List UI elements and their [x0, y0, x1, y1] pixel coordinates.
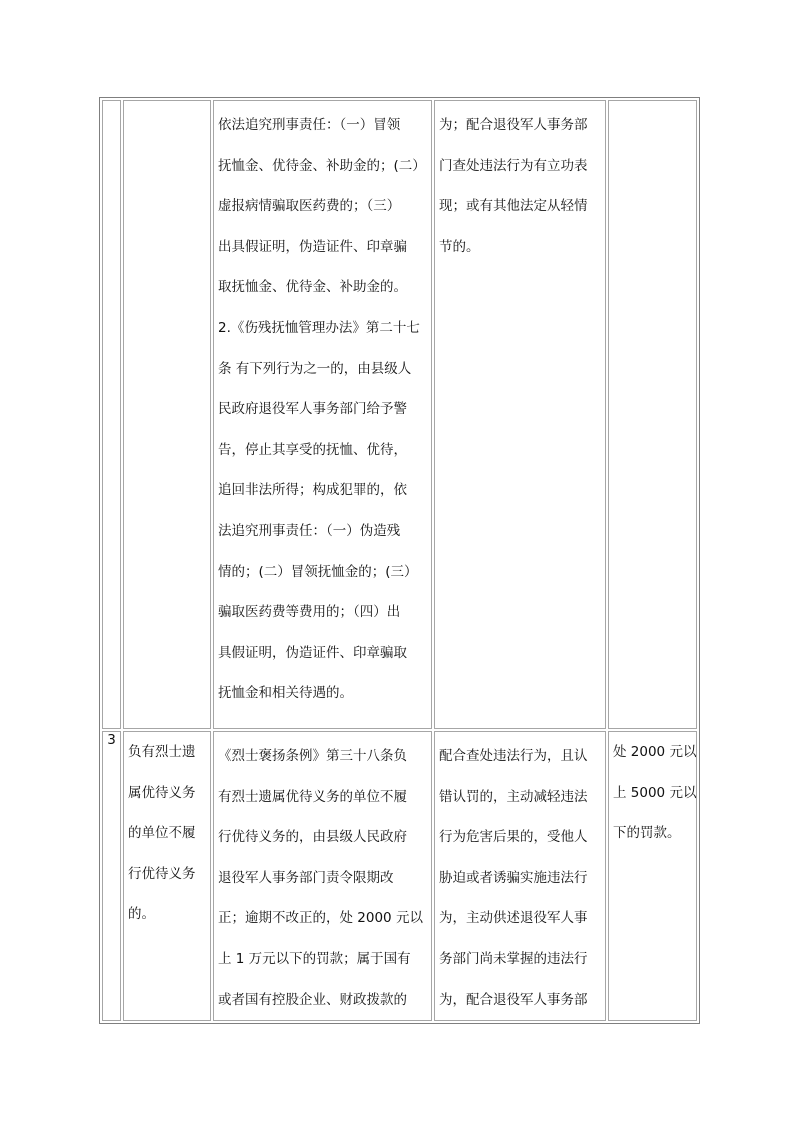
text-line: 抚恤金、优待金、补助金的；(二） — [218, 157, 426, 174]
text-line: 为，主动供述退役军人事 — [439, 910, 588, 927]
penalty-table — [99, 97, 700, 1024]
text-line: 出具假证明，伪造证件、印章骗 — [218, 238, 407, 255]
legal-basis-cell — [213, 731, 432, 1021]
text-line: 有烈士遗属优待义务的单位不履 — [218, 788, 407, 805]
text-line: 2.《伤残抚恤管理办法》第二十七 — [218, 319, 420, 336]
text-line: 《烈士褒扬条例》第三十八条负 — [218, 748, 407, 764]
text-line: 追回非法所得；构成犯罪的，依 — [218, 482, 407, 499]
circumstance-cell — [434, 100, 606, 729]
penalty-cell — [608, 100, 697, 729]
text-line: 退役军人事务部门责令限期改 — [218, 869, 394, 886]
text-line: 告，停止其享受的抚恤、优待， — [218, 441, 407, 458]
text-line: 抚恤金和相关待遇的。 — [218, 685, 353, 702]
text-line: 民政府退役军人事务部门给予警 — [218, 401, 407, 418]
text-line: 配合查处违法行为，且认 — [439, 748, 588, 764]
text-line: 处 2000 元以 — [613, 744, 697, 760]
text-line: 胁迫或者诱骗实施违法行 — [439, 869, 588, 886]
text-line: 行优待义务 — [128, 865, 196, 882]
text-line: 条 有下列行为之一的，由县级人 — [218, 360, 412, 377]
text-line: 上 5000 元以 — [613, 784, 697, 801]
text-line: 或者国有控股企业、财政拨款的 — [218, 991, 407, 1008]
text-line: 取抚恤金、优待金、补助金的。 — [218, 279, 407, 296]
text-line: 正；逾期不改正的，处 2000 元以 — [218, 910, 423, 927]
text-line: 为；配合退役军人事务部 — [439, 117, 588, 133]
text-line: 依法追究刑事责任：（一）冒领 — [218, 117, 401, 133]
text-line: 的单位不履 — [128, 825, 196, 842]
text-line: 负有烈士遗 — [128, 744, 196, 760]
row-number-cell — [102, 100, 121, 729]
row-number-cell: 3 — [102, 731, 121, 1021]
text-line: 虚报病情骗取医药费的；（三） — [218, 198, 401, 215]
text-line: 门查处违法行为有立功表 — [439, 157, 588, 174]
text-line: 上 1 万元以下的罚款；属于国有 — [218, 950, 411, 967]
penalty-cell — [608, 731, 697, 1021]
text-line: 行优待义务的，由县级人民政府 — [218, 829, 407, 846]
circumstance-cell — [434, 731, 606, 1021]
text-line: 骗取医药费等费用的；（四）出 — [218, 604, 401, 621]
text-line: 错认罚的，主动减轻违法 — [439, 788, 588, 805]
text-line: 的。 — [128, 906, 155, 923]
text-line: 现；或有其他法定从轻情 — [439, 198, 588, 215]
text-line: 情的；(二）冒领抚恤金的；(三） — [218, 563, 418, 580]
table-row — [102, 100, 697, 729]
text-line: 下的罚款。 — [613, 825, 681, 842]
legal-basis-cell — [213, 100, 432, 729]
text-line: 属优待义务 — [128, 784, 196, 801]
text-line: 具假证明，伪造证件、印章骗取 — [218, 644, 407, 661]
text-line: 务部门尚未掌握的违法行 — [439, 950, 588, 967]
text-line: 法追究刑事责任：（一）伪造残 — [218, 522, 401, 539]
violation-cell — [123, 100, 211, 729]
text-line: 节的。 — [439, 238, 480, 255]
text-line: 行为危害后果的，受他人 — [439, 829, 588, 846]
text-line: 为，配合退役军人事务部 — [439, 991, 588, 1008]
table-row — [102, 731, 697, 1021]
violation-cell — [123, 731, 211, 1021]
